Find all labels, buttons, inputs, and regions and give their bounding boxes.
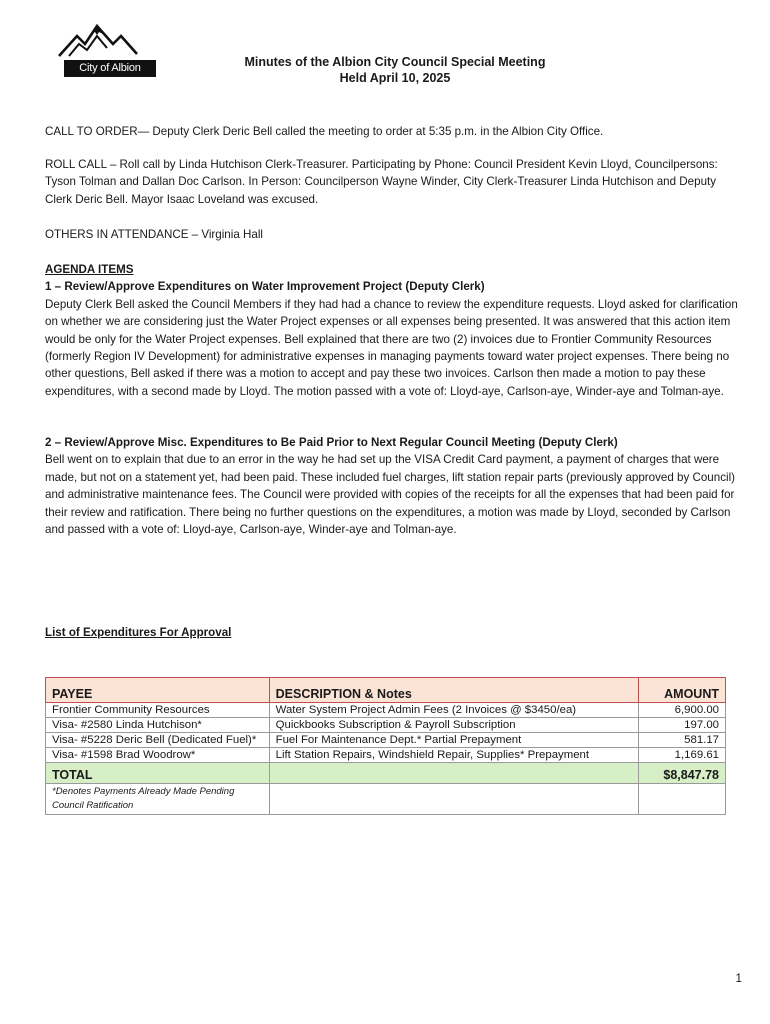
title-line-1: Minutes of the Albion City Council Special Meeting [244, 55, 546, 69]
roll-call [45, 156, 745, 208]
footnote: *Denotes Payments Already Made Pending Council Ratification [46, 784, 270, 815]
logo-text: City of Albion [64, 60, 156, 77]
row-description: Water System Project Admin Fees (2 Invoices @ $3450/ea) [269, 703, 638, 718]
city-logo [55, 22, 160, 82]
row-amount: 581.17 [639, 733, 726, 748]
agenda-item-2 [45, 434, 745, 538]
total-row [46, 763, 726, 784]
title-line-2: Held April 10, 2025 [339, 71, 451, 85]
row-description: Fuel For Maintenance Dept.* Partial Prepayment [269, 733, 638, 748]
table-header-row [46, 678, 726, 703]
agenda-item-1-title: 1 – Review/Approve Expenditures on Water Improvement Project (Deputy Clerk) [45, 280, 485, 294]
total-spacer [269, 763, 638, 784]
header-payee: PAYEE [46, 678, 270, 703]
row-payee: Visa- #5228 Deric Bell (Dedicated Fuel)* [46, 733, 270, 748]
call-to-order [45, 123, 745, 140]
row-amount: 1,169.61 [639, 748, 726, 763]
footnote-spacer [269, 784, 638, 815]
total-amount: $8,847.78 [639, 763, 726, 784]
page-number: 1 [735, 972, 742, 985]
table-row [46, 748, 726, 763]
table-row [46, 733, 726, 748]
call-to-order-text: CALL TO ORDER— Deputy Clerk Deric Bell called the meeting to order at 5:35 p.m. in the Albion City Office. [45, 125, 604, 138]
agenda-item-2-body: Bell went on to explain that due to an error in the way he had set up the VISA Credit Card payment, a payment of charges that were made, but not on a statement yet, had been paid. These included fuel charges, lift station repair parts (previously approved by Council) and administrative maintenance fees. The Council were provided with copies of the receipts for all the expenses that had been paid for their review and ratification. There being no further questions on the expenditures, a motion was made by Lloyd, seconded by Carlson and passed with a vote of: Lloyd-aye, Carlson-aye, Winder-aye and Tolman-aye. [45, 453, 736, 537]
expenditures-table [45, 677, 726, 815]
agenda-item-1-body: Deputy Clerk Bell asked the Council Members if they had had a chance to review the expenditure requests. Lloyd asked for clarification on whether we are considering just the Water Project expenses or all expenses being presented. It was answered that this action item would be only for the Water Project expenses. Bell explained that there are two (2) invoices due to Frontier Community Resources (formerly Region IV Development) for administrative expenses in managing payments toward water project expenses. There being no other questions, Bell asked if there was a motion to accept and pay these two invoices. Carlson then made a motion to pay these expenditures, with a second made by Lloyd. The motion passed with a vote of: Lloyd-aye, Carlson-aye, Winder-aye and Tolman-aye. [45, 297, 738, 398]
agenda-section [45, 261, 745, 400]
agenda-heading: AGENDA ITEMS [45, 263, 134, 276]
footnote-row [46, 784, 726, 815]
footnote-spacer-2 [639, 784, 726, 815]
header-amount: AMOUNT [639, 678, 726, 703]
roll-call-text: ROLL CALL – Roll call by Linda Hutchison Clerk-Treasurer. Participating by Phone: Council President Kevin Lloyd, Councilpersons: Tyson Tolman and Dallan Doc Carlson. In Person: Councilperson Wayne Winder, City Clerk-Treasurer Linda Hutchison and Deputy Clerk Deric Bell. Mayor Isaac Loveland was excused. [45, 158, 718, 206]
others-in-attendance [45, 226, 745, 243]
row-description: Lift Station Repairs, Windshield Repair, Supplies* Prepayment [269, 748, 638, 763]
row-amount: 197.00 [639, 718, 726, 733]
mountain-icon [55, 22, 160, 62]
table-row [46, 703, 726, 718]
row-payee: Frontier Community Resources [46, 703, 270, 718]
row-description: Quickbooks Subscription & Payroll Subscription [269, 718, 638, 733]
others-text: OTHERS IN ATTENDANCE – Virginia Hall [45, 228, 263, 241]
agenda-item-2-title: 2 – Review/Approve Misc. Expenditures to Be Paid Prior to Next Regular Council Meeting (Deputy Clerk) [45, 436, 618, 449]
row-payee: Visa- #1598 Brad Woodrow* [46, 748, 270, 763]
table-row [46, 718, 726, 733]
header-description: DESCRIPTION & Notes [269, 678, 638, 703]
row-payee: Visa- #2580 Linda Hutchison* [46, 718, 270, 733]
page-title [190, 54, 600, 86]
expenditures-title: List of Expenditures For Approval [45, 626, 232, 639]
row-amount: 6,900.00 [639, 703, 726, 718]
total-label: TOTAL [46, 763, 270, 784]
